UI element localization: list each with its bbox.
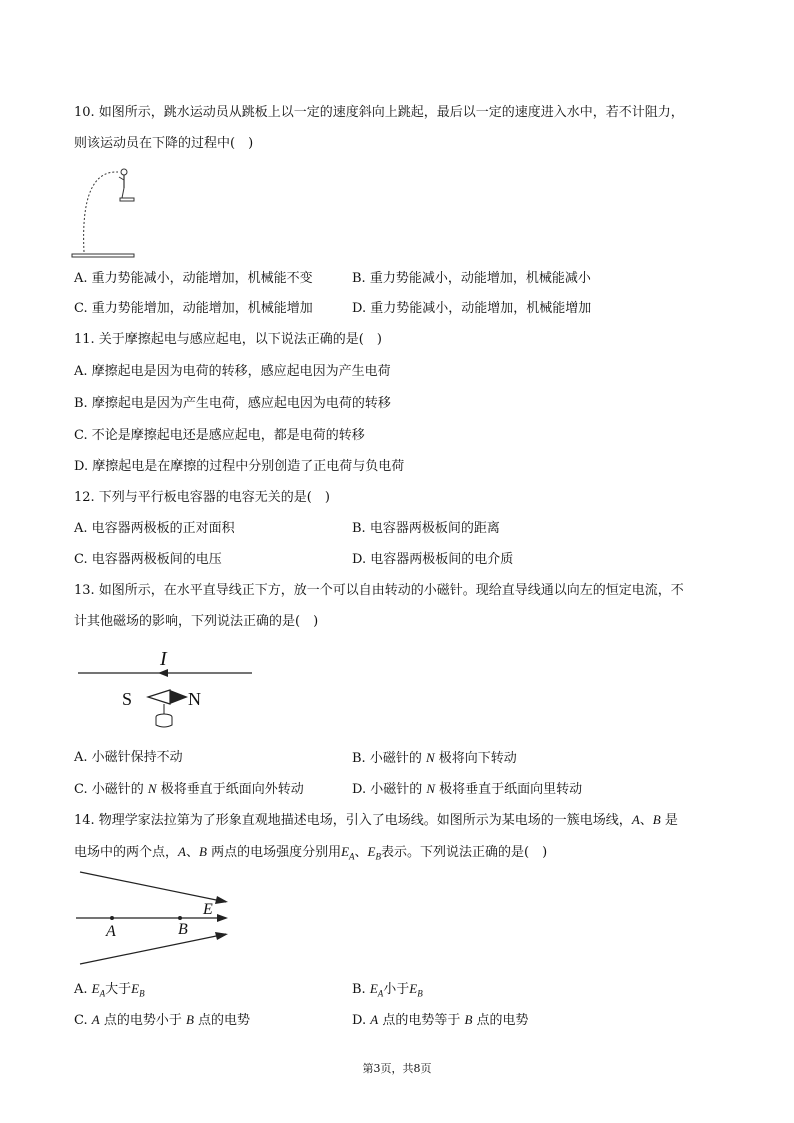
q14-option-c: C. A 点的电势小于 B 点的电势 <box>74 1012 251 1028</box>
field-lines-figure <box>76 868 236 948</box>
q14-stem-line1: 14. 物理学家法拉第为了形象直观地描述电场，引入了电场线。如图所示为某电场的一簇电场线，A、B 是 <box>74 812 678 828</box>
wire-compass-figure <box>76 645 256 735</box>
q11-option-a: A. 摩擦起电是因为电荷的转移，感应起电因为产生电荷 <box>74 364 391 379</box>
north-pole-label: N <box>188 689 201 709</box>
q14-option-d: D. A 点的电势等于 B 点的电势 <box>352 1012 529 1028</box>
q11-stem: 11. 关于摩擦起电与感应起电，以下说法正确的是( ) <box>74 332 382 347</box>
q11-option-b: B. 摩擦起电是因为产生电荷，感应起电因为电荷的转移 <box>74 396 391 411</box>
q13-option-c: C. 小磁针的 N 极将垂直于纸面向外转动 <box>74 781 304 797</box>
q10-stem-line2: 则该运动员在下降的过程中( ) <box>74 136 254 151</box>
q11-option-d: D. 摩擦起电是在摩擦的过程中分别创造了正电荷与负电荷 <box>74 459 405 474</box>
q14-stem-line2: 电场中的两个点，A、B 两点的电场强度分别用$E_A$、$E_B$表示。下列说法正确的是( ) <box>74 844 548 862</box>
page-footer: 第3页，共8页 <box>362 1062 432 1075</box>
q10-option-c: C. 重力势能增加，动能增加，机械能增加 <box>74 301 313 316</box>
diving-figure <box>70 160 150 260</box>
q14-option-a: A. $E_A$大于$E_B$ <box>74 981 145 999</box>
q10-option-d: D. 重力势能减小，动能增加，机械能增加 <box>352 301 592 316</box>
q14-option-b: B. $E_A$小于$E_B$ <box>352 981 423 999</box>
current-label: I <box>160 648 167 670</box>
south-pole-label: S <box>122 689 133 709</box>
q11-option-c: C. 不论是摩擦起电还是感应起电，都是电荷的转移 <box>74 428 365 443</box>
q12-stem: 12. 下列与平行板电容器的电容无关的是( ) <box>74 490 330 505</box>
q10-stem-line1: 10. 如图所示，跳水运动员从跳板上以一定的速度斜向上跳起，最后以一定的速度进入水中，若不计阻力， <box>74 105 684 120</box>
q10-option-b: B. 重力势能减小，动能增加，机械能减小 <box>352 271 591 286</box>
q12-option-b: B. 电容器两极板间的距离 <box>352 521 500 536</box>
field-label-e: E <box>203 901 213 918</box>
q12-option-a: A. 电容器两极板的正对面积 <box>74 521 235 536</box>
point-a-label: A <box>106 923 116 940</box>
q13-stem-line2: 计其他磁场的影响，下列说法正确的是( ) <box>74 614 319 629</box>
q13-option-d: D. 小磁针的 N 极将垂直于纸面向里转动 <box>352 781 583 797</box>
q12-option-c: C. 电容器两极板间的电压 <box>74 552 222 567</box>
q13-option-b: B. 小磁针的 N 极将向下转动 <box>352 750 517 766</box>
q12-option-d: D. 电容器两极板间的电介质 <box>352 552 514 567</box>
point-b-label: B <box>178 921 188 938</box>
q13-option-a: A. 小磁针保持不动 <box>74 750 183 765</box>
q10-option-a: A. 重力势能减小，动能增加，机械能不变 <box>74 271 313 286</box>
q13-stem-line1: 13. 如图所示，在水平直导线正下方，放一个可以自由转动的小磁针。现给直导线通以向左的恒定电流，不 <box>74 583 684 598</box>
